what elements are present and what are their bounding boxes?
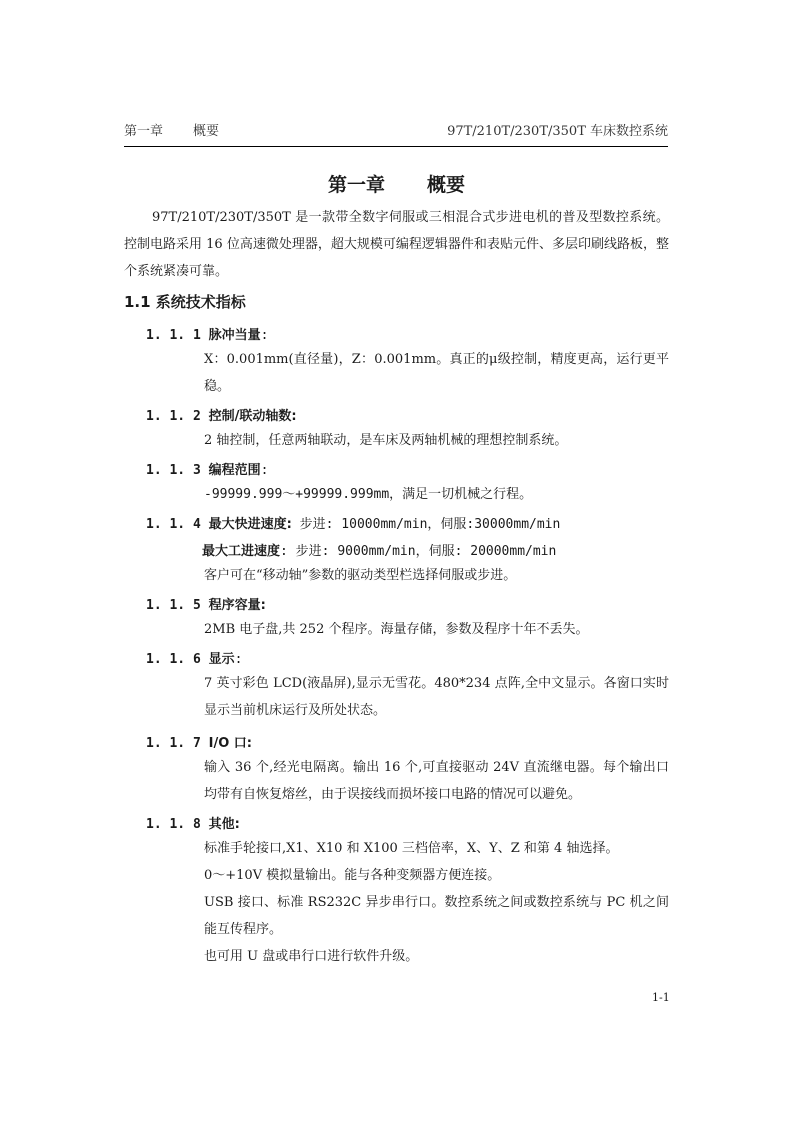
subsection-label: 脉冲当量 (208, 328, 261, 343)
subsection-body: 客户可在“移动轴”参数的驱动类型栏选择伺服或步进。 (204, 568, 517, 583)
section-heading: 1.1 系统技术指标 (124, 293, 246, 311)
subsection-label: 其他: (208, 817, 240, 832)
subsection-label: I/O 口: (208, 736, 252, 751)
subsection-heading (146, 405, 297, 424)
rapid-speed-values: 步进: 10000mm/min，伺服:30000mm/min (291, 517, 561, 532)
subsection-label: 编程范围 (208, 463, 261, 478)
sub-spec (202, 540, 556, 559)
subsection-label: 控制/联动轴数: (208, 409, 297, 424)
subsection-number: 1. 1. 8 (146, 817, 201, 832)
colon: : (234, 652, 243, 667)
subsection-body-line: 标准手轮接口,X1、X10 和 X100 三档倍率，X、Y、Z 和第 4 轴选择。 (204, 841, 619, 856)
running-header (124, 118, 668, 147)
subsection-label: 程序容量: (208, 598, 266, 613)
colon: : (260, 328, 269, 343)
subsection-heading (146, 813, 240, 832)
page-number: 1-1 (652, 991, 670, 1004)
subsection-body: 7 英寸彩色 LCD(液晶屏),显示无雪花。480*234 点阵,全中文显示。各窗口实时显示当前机床运行及所处状态。 (204, 676, 669, 718)
subsection-body-line: USB 接口、标准 RS232C 异步串行口。数控系统之间或数控系统与 PC 机之间能互传程序。 (204, 895, 669, 937)
header-chapter-number: 第一章 (124, 124, 164, 139)
subsection-heading (146, 513, 560, 532)
subsection-label: 最大快进速度: (208, 517, 292, 532)
header-chapter-title: 概要 (193, 124, 220, 139)
subsection-number: 1. 1. 1 (146, 328, 201, 343)
subsection-heading (146, 324, 268, 343)
subsection-body-line: 也可用 U 盘或串行口进行软件升级。 (204, 949, 419, 964)
subsection-body-line: 0～+10V 模拟量输出。能与各种变频器方便连接。 (204, 868, 501, 883)
header-chapter (124, 120, 219, 139)
subsection-body: 2MB 电子盘,共 252 个程序。海量存储，参数及程序十年不丢失。 (204, 622, 589, 637)
title-chapter: 第一章 (327, 174, 385, 196)
subsection-heading (146, 732, 252, 751)
subsection-body: X：0.001mm(直径量)，Z：0.001mm。真正的μ级控制，精度更高，运行更平稳。 (204, 352, 669, 394)
page-title (0, 170, 793, 197)
subsection-number: 1. 1. 2 (146, 409, 201, 424)
feed-speed-values: : 步进: 9000mm/min，伺服: 20000mm/min (280, 544, 557, 559)
subsection-body: 输入 36 个,经光电隔离。输出 16 个,可直接驱动 24V 直流继电器。每个输出口均带有自恢复熔丝，由于误接线而损坏接口电路的情况可以避免。 (204, 760, 669, 802)
subsection-heading (146, 648, 242, 667)
subsection-number: 1. 1. 3 (146, 463, 201, 478)
subsection-body: -99999.999～+99999.999mm，满足一切机械之行程。 (204, 487, 533, 502)
subsection-number: 1. 1. 4 (146, 517, 201, 532)
subsection-heading (146, 459, 268, 478)
colon: : (260, 463, 269, 478)
subsection-body: 2 轴控制，任意两轴联动，是车床及两轴机械的理想控制系统。 (204, 433, 568, 448)
feed-speed-label: 最大工进速度 (202, 544, 281, 559)
subsection-label: 显示 (208, 652, 235, 667)
subsection-number: 1. 1. 7 (146, 736, 201, 751)
subsection-heading (146, 594, 266, 613)
header-product: 97T/210T/230T/350T 车床数控系统 (447, 124, 668, 139)
subsection-number: 1. 1. 5 (146, 598, 201, 613)
subsection-number: 1. 1. 6 (146, 652, 201, 667)
intro-paragraph: 97T/210T/230T/350T 是一款带全数字伺服或三相混合式步进电机的普及型数控系统。控制电路采用 16 位高速微处理器，超大规模可编程逻辑器件和表贴元件、多层印刷线路板，整个系统紧凑可靠。 (124, 210, 669, 279)
title-name: 概要 (427, 174, 466, 196)
